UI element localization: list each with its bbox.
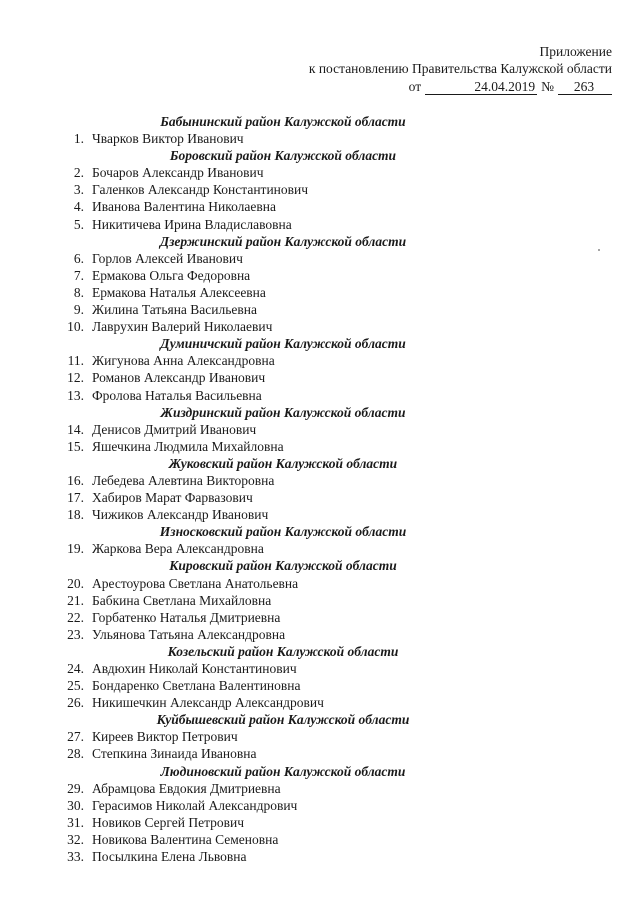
person-name: Ермакова Наталья Алексеевна <box>92 284 266 300</box>
person-name: Степкина Зинаида Ивановна <box>92 746 257 762</box>
item-number: 2. <box>73 165 84 181</box>
district-heading: Козельский район Калужской области <box>167 643 399 659</box>
item-number: 4. <box>73 199 84 215</box>
person-name: Фролова Наталья Васильевна <box>92 387 262 403</box>
district-heading: Жуковский район Калужской области <box>168 455 398 471</box>
list-item <box>62 164 482 181</box>
district-heading: Людиновский район Калужской области <box>160 763 406 779</box>
list-item <box>62 130 482 147</box>
person-name: Ульянова Татьяна Александровна <box>92 626 286 642</box>
item-number: 3. <box>73 182 84 198</box>
list-item <box>62 797 482 814</box>
list-item <box>62 780 482 797</box>
list-item <box>62 575 482 592</box>
item-number: 26. <box>67 695 84 711</box>
person-name: Бочаров Александр Иванович <box>92 165 264 181</box>
list-item <box>62 181 482 198</box>
list-item <box>62 198 482 215</box>
decree-reference <box>232 78 612 95</box>
appendix-title: Приложение <box>539 44 612 59</box>
item-number: 21. <box>67 592 84 608</box>
list-item <box>62 592 482 609</box>
appendix-subtitle: к постановлению Правительства Калужской области <box>308 61 612 76</box>
person-name: Никитичева Ирина Владиславовна <box>92 216 292 232</box>
list-item <box>62 540 482 557</box>
person-name: Посылкина Елена Львовна <box>92 849 247 865</box>
decree-number: 263 <box>558 80 612 95</box>
item-number: 31. <box>67 814 84 830</box>
item-number: 12. <box>67 370 84 386</box>
person-name: Жигунова Анна Александровна <box>92 353 275 369</box>
item-number: 15. <box>67 438 84 454</box>
district-list <box>62 113 482 865</box>
item-number: 28. <box>67 746 84 762</box>
district-heading: Износковский район Калужской области <box>159 524 407 540</box>
person-name: Новиков Сергей Петрович <box>92 814 245 830</box>
item-number: 30. <box>67 797 84 813</box>
list-item <box>62 626 482 643</box>
list-item <box>62 267 482 284</box>
person-name: Горбатенко Наталья Дмитриевна <box>92 609 281 625</box>
from-label: от <box>408 79 422 94</box>
list-item <box>62 489 482 506</box>
item-number: 24. <box>67 661 84 676</box>
person-name: Киреев Виктор Петрович <box>92 729 238 745</box>
list-item <box>62 506 482 523</box>
person-name: Авдюхин Николай Константинович <box>92 661 297 676</box>
district-heading: Жиздринский район Калужской области <box>160 404 406 420</box>
item-number: 18. <box>67 507 84 523</box>
item-number: 5. <box>73 216 84 232</box>
person-name: Горлов Алексей Иванович <box>92 250 243 266</box>
item-number: 29. <box>67 780 84 796</box>
person-name: Жилина Татьяна Васильевна <box>92 302 257 318</box>
document-header <box>232 43 612 95</box>
list-item <box>62 728 482 745</box>
item-number: 6. <box>73 250 84 266</box>
person-name: Абрамцова Евдокия Дмитриевна <box>92 780 281 796</box>
person-name: Жаркова Вера Александровна <box>92 541 264 557</box>
district-heading: Куйбышевский район Калужской области <box>156 712 410 728</box>
district-heading: Бабынинский район Калужской области <box>160 114 406 129</box>
person-name: Лебедева Алевтина Викторовна <box>92 472 275 488</box>
item-number: 20. <box>67 575 84 591</box>
item-number: 27. <box>67 729 84 745</box>
person-name: Романов Александр Иванович <box>92 370 266 386</box>
list-item <box>62 301 482 318</box>
item-number: 17. <box>67 490 84 506</box>
person-name: Бабкина Светлана Михайловна <box>92 592 272 608</box>
district-heading: Боровский район Калужской области <box>169 148 397 164</box>
person-name: Чварков Виктор Иванович <box>92 131 244 147</box>
list-item <box>62 438 482 455</box>
item-number: 13. <box>67 387 84 403</box>
list-item <box>62 660 482 677</box>
list-item <box>62 421 482 438</box>
list-item <box>62 745 482 762</box>
district-heading: Кировский район Калужской области <box>169 558 397 574</box>
list-item <box>62 369 482 386</box>
person-name: Новикова Валентина Семеновна <box>92 831 279 847</box>
item-number: 9. <box>73 302 84 318</box>
person-name: Галенков Александр Константинович <box>92 182 309 198</box>
district-heading: Думиничский район Калужской области <box>160 336 406 352</box>
scan-speck <box>598 249 600 251</box>
person-name: Иванова Валентина Николаевна <box>92 199 276 215</box>
item-number: 16. <box>67 472 84 488</box>
list-item <box>62 352 482 369</box>
person-name: Арестоурова Светлана Анатольевна <box>92 575 299 591</box>
item-number: 22. <box>67 609 84 625</box>
list-item <box>62 216 482 233</box>
list-item <box>62 609 482 626</box>
list-item <box>62 677 482 694</box>
person-name: Герасимов Николай Александрович <box>92 797 298 813</box>
person-name: Лаврухин Валерий Николаевич <box>92 319 273 335</box>
list-item <box>62 284 482 301</box>
person-name: Чижиков Александр Иванович <box>92 507 269 523</box>
list-item <box>62 814 482 831</box>
person-name: Бондаренко Светлана Валентиновна <box>92 678 301 694</box>
item-number: 7. <box>73 267 84 283</box>
list-item <box>62 848 482 865</box>
list-item <box>62 387 482 404</box>
item-number: 25. <box>67 678 84 694</box>
person-name: Никишечкин Александр Александрович <box>92 695 324 711</box>
list-item <box>62 318 482 335</box>
district-heading: Дзержинский район Калужской области <box>159 233 407 249</box>
list-item <box>62 831 482 848</box>
number-label: № <box>541 79 554 94</box>
item-number: 10. <box>67 319 84 335</box>
person-name: Яшечкина Людмила Михайловна <box>92 438 284 454</box>
item-number: 19. <box>67 541 84 557</box>
item-number: 23. <box>67 626 84 642</box>
list-item <box>62 472 482 489</box>
person-name: Ермакова Ольга Федоровна <box>92 267 251 283</box>
list-item <box>62 250 482 267</box>
person-name: Хабиров Марат Фарвазович <box>92 490 253 506</box>
list-item <box>62 694 482 711</box>
item-number: 1. <box>73 131 84 147</box>
decree-date: 24.04.2019 <box>425 80 537 95</box>
item-number: 14. <box>67 421 84 437</box>
item-number: 11. <box>67 353 84 369</box>
person-name: Денисов Дмитрий Иванович <box>92 421 257 437</box>
item-number: 8. <box>73 284 84 300</box>
item-number: 32. <box>67 831 84 847</box>
item-number: 33. <box>67 849 84 865</box>
